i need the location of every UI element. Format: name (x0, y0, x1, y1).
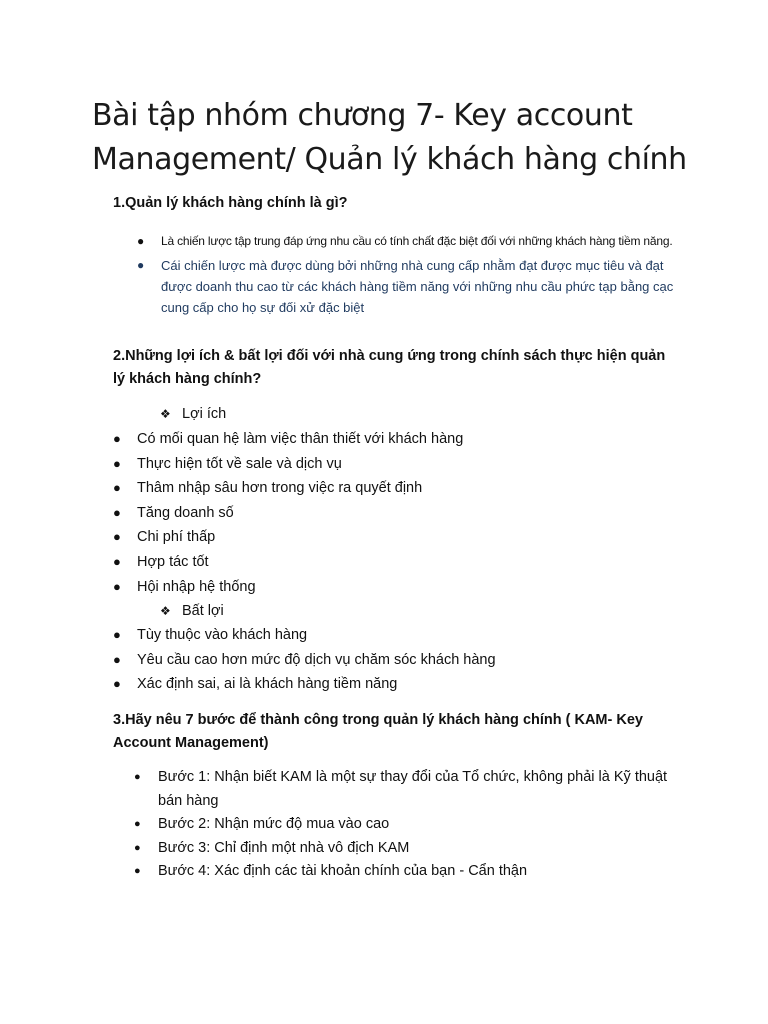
bullet-icon: ● (134, 818, 141, 830)
bullet-icon: ● (113, 431, 121, 446)
list-item (113, 672, 673, 697)
list-item (113, 525, 673, 550)
list-item-text: Có mối quan hệ làm việc thân thiết với khách hàng (137, 431, 464, 447)
list-item-text: Chi phí thấp (137, 529, 216, 546)
list-item (137, 232, 697, 250)
list-item (113, 501, 673, 526)
bullet-icon: ● (134, 865, 141, 877)
benefits-subheading (160, 402, 226, 426)
list-item-text: Thực hiện tốt về sale và dịch vụ (137, 455, 342, 472)
list-item (134, 860, 694, 884)
bullet-icon: ● (134, 771, 141, 783)
list-item-text: Hội nhập hệ thống (137, 578, 256, 595)
list-item-text: Là chiến lược tập trung đáp ứng nhu cầu có tính chất đặc biệt đối với những khách hàng tiềm năng. (161, 234, 673, 248)
list-item-text: Yêu cầu cao hơn mức độ dịch vụ chăm sóc khách hàng (137, 651, 496, 668)
bullet-icon: ● (113, 627, 121, 642)
list-item (137, 255, 697, 318)
bullet-icon: ● (113, 480, 121, 496)
list-item-text: Bước 1: Nhận biết KAM là một sự thay đổi của Tổ chức, không phải là Kỹ thuật bán hàng (158, 769, 668, 809)
bullet-icon: ● (113, 529, 121, 545)
bullet-icon: ● (113, 676, 121, 692)
list-item (113, 648, 673, 673)
bullet-icon: ● (113, 578, 121, 594)
list-item-text: Hợp tác tốt (137, 553, 209, 570)
section-3-heading: 3.Hãy nêu 7 bước để thành công trong quản lý khách hàng chính ( KAM- Key Account Management) (113, 712, 643, 751)
list-item-text: Bước 2: Nhận mức độ mua vào cao (158, 816, 390, 832)
benefits-label: Lợi ích (182, 406, 227, 422)
steps-list (134, 766, 694, 884)
diamond-icon: ❖ (160, 407, 171, 421)
section-1-heading: 1.Quản lý khách hàng chính là gì? (113, 195, 348, 211)
drawbacks-list (113, 623, 673, 697)
list-item-text: Bước 3: Chỉ định một nhà vô địch KAM (158, 839, 410, 856)
list-item (113, 427, 673, 452)
diamond-icon: ❖ (160, 604, 171, 618)
drawbacks-subheading (160, 599, 224, 623)
drawbacks-label: Bất lợi (182, 603, 224, 619)
bullet-icon: ● (137, 258, 145, 272)
list-item-text: Xác định sai, ai là khách hàng tiềm năng (137, 676, 398, 693)
section-2-heading: 2.Những lợi ích & bất lợi đối với nhà cung ứng trong chính sách thực hiện quản lý khách hàng chính? (113, 348, 666, 387)
list-item (113, 476, 673, 501)
list-item (113, 452, 673, 477)
page-title: Bài tập nhóm chương 7- Key account Management/ Quản lý khách hàng chính (92, 98, 687, 177)
list-item (113, 623, 673, 648)
bullet-icon: ● (113, 553, 121, 569)
list-item (113, 550, 673, 575)
list-item-text: Tăng doanh số (137, 504, 234, 521)
section-1-list (137, 232, 697, 318)
bullet-icon: ● (113, 651, 121, 667)
list-item (134, 813, 694, 837)
list-item-text: Cái chiến lược mà được dùng bởi những nhà cung cấp nhằm đạt được mục tiêu và đạt được doanh thu cao từ các khách hàng tiềm năng với những nhu cầu phức tạp bằng cạc cung cấp cho họ sự đối xử đặc biệt (161, 258, 674, 315)
list-item (113, 575, 673, 600)
list-item (134, 837, 694, 861)
bullet-icon: ● (113, 455, 121, 471)
bullet-icon: ● (134, 841, 141, 854)
list-item-text: Thâm nhập sâu hơn trong việc ra quyết định (137, 480, 423, 497)
bullet-icon: ● (113, 504, 121, 520)
list-item (134, 766, 694, 813)
list-item-text: Tùy thuộc vào khách hàng (137, 627, 308, 643)
list-item-text: Bước 4: Xác định các tài khoản chính của bạn - Cẩn thận (158, 863, 528, 879)
benefits-list (113, 427, 673, 599)
bullet-icon: ● (137, 234, 145, 248)
